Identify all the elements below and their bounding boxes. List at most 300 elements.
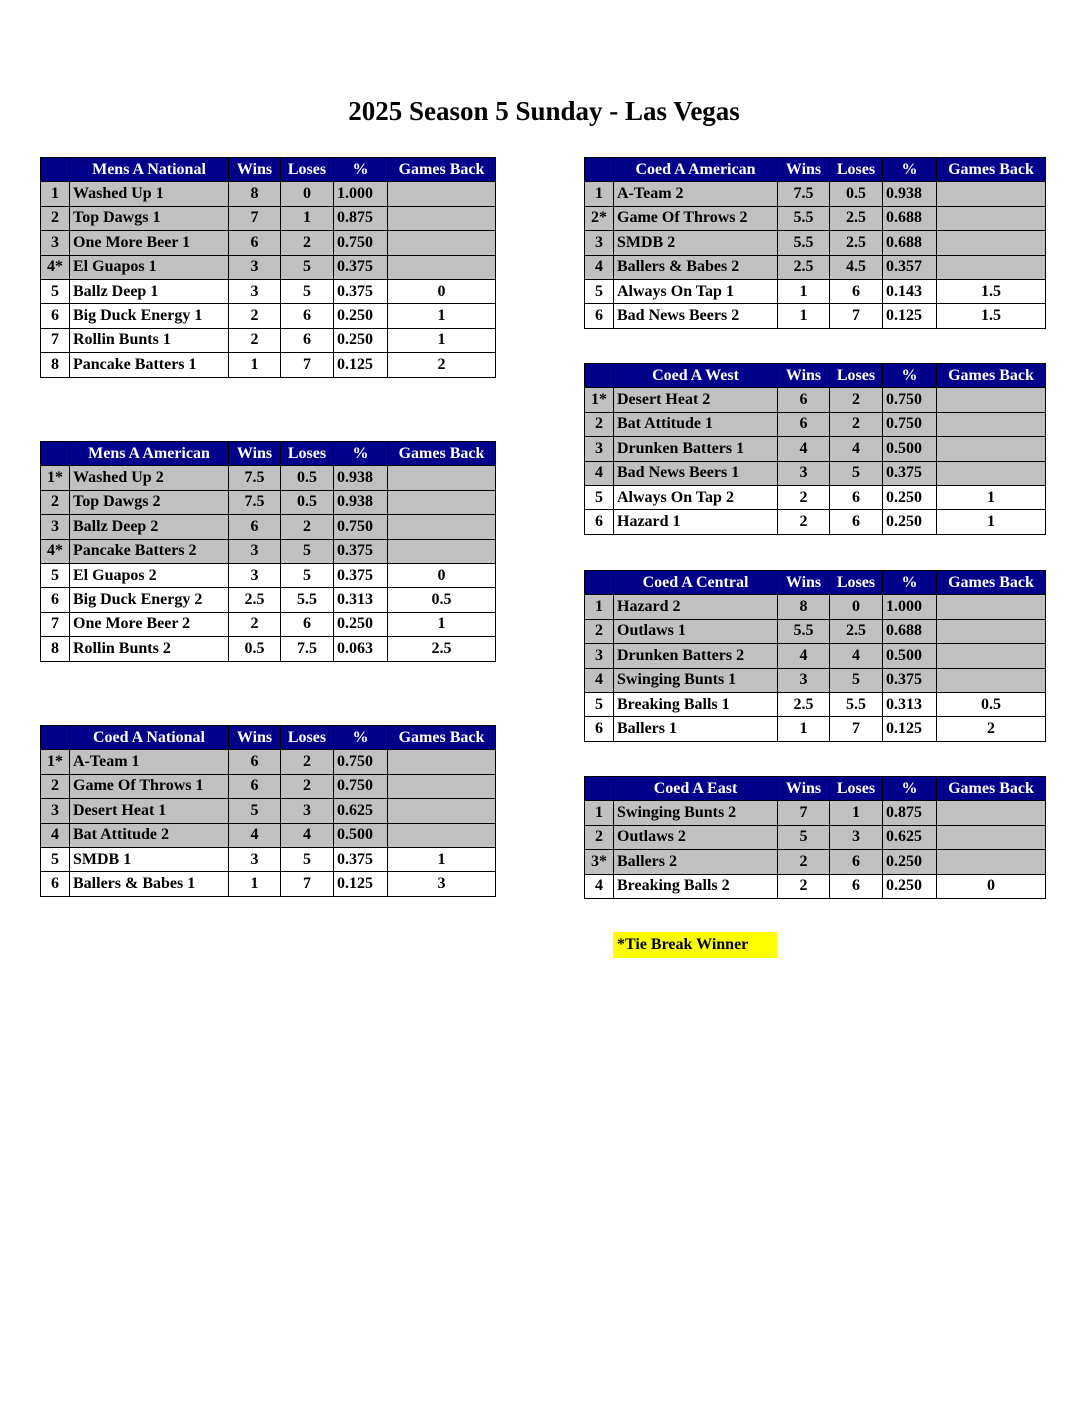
rank-cell: 4* (41, 539, 70, 563)
games-back-cell: 1 (937, 485, 1046, 509)
team-name-cell: A-Team 2 (614, 182, 778, 206)
table-row (585, 412, 1046, 436)
pct-cell: 0.625 (883, 825, 937, 849)
games-back-cell: 0 (388, 563, 496, 587)
wins-cell: 3 (778, 461, 830, 485)
division-name: Coed A West (614, 364, 778, 388)
division-table-coed-a-central (584, 570, 1046, 742)
loses-cell: 2 (830, 412, 883, 436)
division-table-coed-a-american (584, 157, 1046, 329)
pct-cell: 0.250 (883, 510, 937, 534)
table-header-row (585, 158, 1046, 182)
loses-cell: 5 (281, 847, 334, 871)
pct-cell: 0.375 (334, 847, 388, 871)
rank-cell: 1 (585, 801, 614, 825)
pct-cell: 0.938 (334, 466, 388, 490)
table-row (585, 437, 1046, 461)
wins-cell: 3 (229, 255, 281, 279)
table-row (585, 388, 1046, 412)
team-name-cell: Desert Heat 2 (614, 388, 778, 412)
loses-cell: 5 (281, 279, 334, 303)
team-name-cell: Game Of Throws 1 (70, 774, 229, 798)
rank-cell: 6 (41, 304, 70, 328)
team-name-cell: Ballz Deep 1 (70, 279, 229, 303)
loses-cell: 5 (281, 255, 334, 279)
pct-cell: 0.500 (334, 823, 388, 847)
team-name-cell: Outlaws 1 (614, 619, 778, 643)
games-back-cell (937, 801, 1046, 825)
rank-cell: 4 (585, 461, 614, 485)
table-header-row (41, 442, 496, 466)
column-header-pct: % (883, 364, 937, 388)
table-row (41, 206, 496, 230)
table-row (585, 619, 1046, 643)
table-row (585, 874, 1046, 898)
loses-cell: 1 (830, 801, 883, 825)
games-back-cell: 1.5 (937, 304, 1046, 328)
pct-cell: 0.688 (883, 231, 937, 255)
games-back-cell: 2 (388, 353, 496, 377)
wins-cell: 7 (778, 801, 830, 825)
table-row (585, 717, 1046, 741)
team-name-cell: Game Of Throws 2 (614, 206, 778, 230)
column-header-wins: Wins (778, 158, 830, 182)
wins-cell: 7.5 (229, 490, 281, 514)
loses-cell: 5.5 (281, 588, 334, 612)
pct-cell: 0.250 (883, 485, 937, 509)
column-header-games-back: Games Back (388, 726, 496, 750)
pct-cell: 0.313 (883, 692, 937, 716)
pct-cell: 1.000 (334, 182, 388, 206)
wins-cell: 3 (229, 279, 281, 303)
team-name-cell: Rollin Bunts 2 (70, 637, 229, 661)
table-row (585, 510, 1046, 534)
games-back-cell (388, 231, 496, 255)
wins-cell: 6 (778, 388, 830, 412)
games-back-cell (388, 823, 496, 847)
loses-cell: 2 (281, 231, 334, 255)
loses-cell: 5 (281, 563, 334, 587)
games-back-cell (937, 206, 1046, 230)
pct-cell: 0.375 (334, 539, 388, 563)
rank-cell: 1 (585, 595, 614, 619)
team-name-cell: A-Team 1 (70, 750, 229, 774)
column-header-pct: % (883, 158, 937, 182)
column-header-wins: Wins (229, 442, 281, 466)
rank-cell: 2 (41, 774, 70, 798)
wins-cell: 3 (229, 539, 281, 563)
games-back-cell (388, 515, 496, 539)
rank-cell: 1 (585, 182, 614, 206)
table-row (41, 612, 496, 636)
games-back-cell (937, 644, 1046, 668)
pct-cell: 0.143 (883, 279, 937, 303)
column-header-wins: Wins (778, 777, 830, 801)
column-header-pct: % (334, 442, 388, 466)
pct-cell: 0.750 (883, 412, 937, 436)
rank-cell: 2 (585, 412, 614, 436)
rank-cell: 1* (41, 466, 70, 490)
loses-cell: 0 (281, 182, 334, 206)
games-back-cell: 1 (388, 612, 496, 636)
loses-cell: 2 (281, 515, 334, 539)
pct-cell: 0.938 (334, 490, 388, 514)
table-row (41, 353, 496, 377)
loses-cell: 6 (830, 279, 883, 303)
rank-cell: 5 (41, 279, 70, 303)
division-table-mens-a-american (40, 441, 496, 662)
table-row (41, 466, 496, 490)
pct-cell: 0.688 (883, 619, 937, 643)
wins-cell: 2 (778, 874, 830, 898)
header-rank-cell (41, 158, 70, 182)
pct-cell: 0.875 (334, 206, 388, 230)
team-name-cell: One More Beer 2 (70, 612, 229, 636)
pct-cell: 0.750 (334, 750, 388, 774)
team-name-cell: Breaking Balls 2 (614, 874, 778, 898)
team-name-cell: Top Dawgs 1 (70, 206, 229, 230)
column-header-games-back: Games Back (937, 364, 1046, 388)
division-name: Mens A American (70, 442, 229, 466)
loses-cell: 5 (830, 668, 883, 692)
wins-cell: 5.5 (778, 206, 830, 230)
rank-cell: 1 (41, 182, 70, 206)
table-row (41, 182, 496, 206)
rank-cell: 2 (585, 619, 614, 643)
team-name-cell: Bat Attitude 1 (614, 412, 778, 436)
rank-cell: 7 (41, 328, 70, 352)
loses-cell: 7.5 (281, 637, 334, 661)
team-name-cell: Bat Attitude 2 (70, 823, 229, 847)
games-back-cell: 0.5 (388, 588, 496, 612)
team-name-cell: Breaking Balls 1 (614, 692, 778, 716)
team-name-cell: Big Duck Energy 1 (70, 304, 229, 328)
table-row (41, 588, 496, 612)
rank-cell: 8 (41, 353, 70, 377)
games-back-cell (937, 619, 1046, 643)
column-header-pct: % (334, 726, 388, 750)
wins-cell: 7.5 (778, 182, 830, 206)
column-header-pct: % (334, 158, 388, 182)
table-row (41, 750, 496, 774)
loses-cell: 7 (281, 353, 334, 377)
wins-cell: 2.5 (778, 255, 830, 279)
games-back-cell (937, 668, 1046, 692)
wins-cell: 6 (229, 231, 281, 255)
games-back-cell (388, 799, 496, 823)
loses-cell: 6 (281, 328, 334, 352)
pct-cell: 0.375 (334, 279, 388, 303)
pct-cell: 0.375 (883, 461, 937, 485)
header-rank-cell (585, 364, 614, 388)
rank-cell: 4 (585, 874, 614, 898)
wins-cell: 6 (229, 774, 281, 798)
rank-cell: 6 (585, 510, 614, 534)
loses-cell: 2.5 (830, 231, 883, 255)
table-row (41, 255, 496, 279)
wins-cell: 2.5 (229, 588, 281, 612)
loses-cell: 7 (830, 717, 883, 741)
column-header-loses: Loses (830, 777, 883, 801)
column-header-loses: Loses (281, 726, 334, 750)
pct-cell: 0.125 (334, 872, 388, 896)
table-row (585, 304, 1046, 328)
rank-cell: 5 (585, 692, 614, 716)
pct-cell: 0.938 (883, 182, 937, 206)
loses-cell: 5 (281, 539, 334, 563)
games-back-cell: 1 (388, 847, 496, 871)
division-table-coed-a-national (40, 725, 496, 897)
column-header-loses: Loses (830, 158, 883, 182)
loses-cell: 6 (830, 850, 883, 874)
pct-cell: 0.500 (883, 437, 937, 461)
table-row (41, 799, 496, 823)
pct-cell: 0.357 (883, 255, 937, 279)
pct-cell: 0.250 (883, 874, 937, 898)
team-name-cell: El Guapos 1 (70, 255, 229, 279)
table-row (585, 206, 1046, 230)
pct-cell: 0.750 (334, 774, 388, 798)
games-back-cell (388, 750, 496, 774)
rank-cell: 3 (585, 231, 614, 255)
rank-cell: 6 (41, 872, 70, 896)
rank-cell: 5 (585, 279, 614, 303)
division-name: Mens A National (70, 158, 229, 182)
table-row (41, 847, 496, 871)
column-header-pct: % (883, 777, 937, 801)
rank-cell: 4 (585, 668, 614, 692)
rank-cell: 3 (585, 644, 614, 668)
wins-cell: 2 (778, 850, 830, 874)
division-name: Coed A Central (614, 571, 778, 595)
division-name: Coed A East (614, 777, 778, 801)
pct-cell: 0.250 (334, 612, 388, 636)
table-row (41, 823, 496, 847)
team-name-cell: Swinging Bunts 2 (614, 801, 778, 825)
table-header-row (585, 364, 1046, 388)
team-name-cell: Hazard 1 (614, 510, 778, 534)
games-back-cell: 1.5 (937, 279, 1046, 303)
table-row (585, 279, 1046, 303)
pct-cell: 0.375 (883, 668, 937, 692)
pct-cell: 0.625 (334, 799, 388, 823)
rank-cell: 2 (585, 825, 614, 849)
pct-cell: 0.688 (883, 206, 937, 230)
rank-cell: 4 (585, 255, 614, 279)
games-back-cell: 3 (388, 872, 496, 896)
wins-cell: 3 (229, 847, 281, 871)
rank-cell: 1* (585, 388, 614, 412)
team-name-cell: SMDB 1 (70, 847, 229, 871)
team-name-cell: Always On Tap 1 (614, 279, 778, 303)
games-back-cell (937, 461, 1046, 485)
team-name-cell: Drunken Batters 2 (614, 644, 778, 668)
wins-cell: 5.5 (778, 619, 830, 643)
table-row (41, 539, 496, 563)
column-header-wins: Wins (778, 571, 830, 595)
column-header-wins: Wins (229, 158, 281, 182)
pct-cell: 0.875 (883, 801, 937, 825)
table-row (41, 304, 496, 328)
column-header-pct: % (883, 571, 937, 595)
team-name-cell: Swinging Bunts 1 (614, 668, 778, 692)
games-back-cell (937, 437, 1046, 461)
team-name-cell: El Guapos 2 (70, 563, 229, 587)
loses-cell: 2 (281, 774, 334, 798)
loses-cell: 2 (830, 388, 883, 412)
team-name-cell: Hazard 2 (614, 595, 778, 619)
table-row (585, 231, 1046, 255)
loses-cell: 2.5 (830, 619, 883, 643)
table-row (585, 595, 1046, 619)
games-back-cell (937, 825, 1046, 849)
loses-cell: 7 (830, 304, 883, 328)
column-header-games-back: Games Back (937, 571, 1046, 595)
rank-cell: 6 (585, 717, 614, 741)
header-rank-cell (585, 777, 614, 801)
table-row (41, 515, 496, 539)
pct-cell: 0.063 (334, 637, 388, 661)
wins-cell: 8 (229, 182, 281, 206)
team-name-cell: Pancake Batters 2 (70, 539, 229, 563)
wins-cell: 1 (229, 353, 281, 377)
games-back-cell: 0 (937, 874, 1046, 898)
loses-cell: 4.5 (830, 255, 883, 279)
column-header-loses: Loses (830, 364, 883, 388)
table-row (41, 328, 496, 352)
column-header-wins: Wins (778, 364, 830, 388)
rank-cell: 5 (41, 563, 70, 587)
loses-cell: 3 (830, 825, 883, 849)
rank-cell: 1* (41, 750, 70, 774)
wins-cell: 1 (778, 279, 830, 303)
games-back-cell: 0 (388, 279, 496, 303)
page-title: 2025 Season 5 Sunday - Las Vegas (348, 96, 740, 126)
games-back-cell (388, 206, 496, 230)
team-name-cell: Ballers 2 (614, 850, 778, 874)
header-rank-cell (41, 442, 70, 466)
table-row (41, 774, 496, 798)
games-back-cell (388, 255, 496, 279)
header-rank-cell (585, 571, 614, 595)
wins-cell: 2.5 (778, 692, 830, 716)
wins-cell: 6 (229, 750, 281, 774)
team-name-cell: Washed Up 2 (70, 466, 229, 490)
loses-cell: 6 (281, 612, 334, 636)
team-name-cell: Ballers & Babes 2 (614, 255, 778, 279)
division-table-coed-a-west (584, 363, 1046, 535)
games-back-cell (388, 490, 496, 514)
loses-cell: 6 (830, 510, 883, 534)
table-row (41, 637, 496, 661)
team-name-cell: Big Duck Energy 2 (70, 588, 229, 612)
loses-cell: 0 (830, 595, 883, 619)
games-back-cell: 2.5 (388, 637, 496, 661)
rank-cell: 3 (41, 799, 70, 823)
games-back-cell: 1 (388, 304, 496, 328)
table-row (585, 692, 1046, 716)
wins-cell: 3 (229, 563, 281, 587)
wins-cell: 5.5 (778, 231, 830, 255)
loses-cell: 2 (281, 750, 334, 774)
rank-cell: 6 (585, 304, 614, 328)
rank-cell: 2* (585, 206, 614, 230)
column-header-loses: Loses (830, 571, 883, 595)
games-back-cell: 1 (937, 510, 1046, 534)
team-name-cell: Ballers & Babes 1 (70, 872, 229, 896)
loses-cell: 5 (830, 461, 883, 485)
loses-cell: 6 (830, 485, 883, 509)
wins-cell: 2 (778, 485, 830, 509)
header-rank-cell (585, 158, 614, 182)
loses-cell: 2.5 (830, 206, 883, 230)
team-name-cell: Bad News Beers 2 (614, 304, 778, 328)
team-name-cell: Top Dawgs 2 (70, 490, 229, 514)
loses-cell: 7 (281, 872, 334, 896)
team-name-cell: SMDB 2 (614, 231, 778, 255)
pct-cell: 0.750 (883, 388, 937, 412)
pct-cell: 0.375 (334, 255, 388, 279)
division-name: Coed A National (70, 726, 229, 750)
table-row (585, 801, 1046, 825)
pct-cell: 0.250 (334, 304, 388, 328)
games-back-cell (388, 774, 496, 798)
team-name-cell: Drunken Batters 1 (614, 437, 778, 461)
table-row (585, 850, 1046, 874)
games-back-cell (388, 466, 496, 490)
wins-cell: 2 (778, 510, 830, 534)
pct-cell: 0.250 (334, 328, 388, 352)
games-back-cell (937, 231, 1046, 255)
games-back-cell (937, 388, 1046, 412)
rank-cell: 8 (41, 637, 70, 661)
wins-cell: 4 (778, 437, 830, 461)
header-rank-cell (41, 726, 70, 750)
loses-cell: 6 (281, 304, 334, 328)
column-header-games-back: Games Back (937, 158, 1046, 182)
team-name-cell: Desert Heat 1 (70, 799, 229, 823)
rank-cell: 4 (41, 823, 70, 847)
table-header-row (41, 726, 496, 750)
loses-cell: 5.5 (830, 692, 883, 716)
loses-cell: 0.5 (281, 466, 334, 490)
wins-cell: 4 (229, 823, 281, 847)
table-row (585, 255, 1046, 279)
table-row (41, 563, 496, 587)
table-row (585, 825, 1046, 849)
loses-cell: 4 (281, 823, 334, 847)
rank-cell: 3* (585, 850, 614, 874)
games-back-cell (937, 850, 1046, 874)
team-name-cell: One More Beer 1 (70, 231, 229, 255)
loses-cell: 4 (830, 437, 883, 461)
table-row (41, 490, 496, 514)
pct-cell: 0.375 (334, 563, 388, 587)
wins-cell: 1 (778, 304, 830, 328)
loses-cell: 0.5 (830, 182, 883, 206)
rank-cell: 3 (41, 515, 70, 539)
rank-cell: 5 (41, 847, 70, 871)
rank-cell: 5 (585, 485, 614, 509)
column-header-games-back: Games Back (388, 442, 496, 466)
table-row (41, 872, 496, 896)
table-row (41, 279, 496, 303)
table-header-row (41, 158, 496, 182)
wins-cell: 0.5 (229, 637, 281, 661)
pct-cell: 0.313 (334, 588, 388, 612)
wins-cell: 2 (229, 612, 281, 636)
team-name-cell: Ballers 1 (614, 717, 778, 741)
